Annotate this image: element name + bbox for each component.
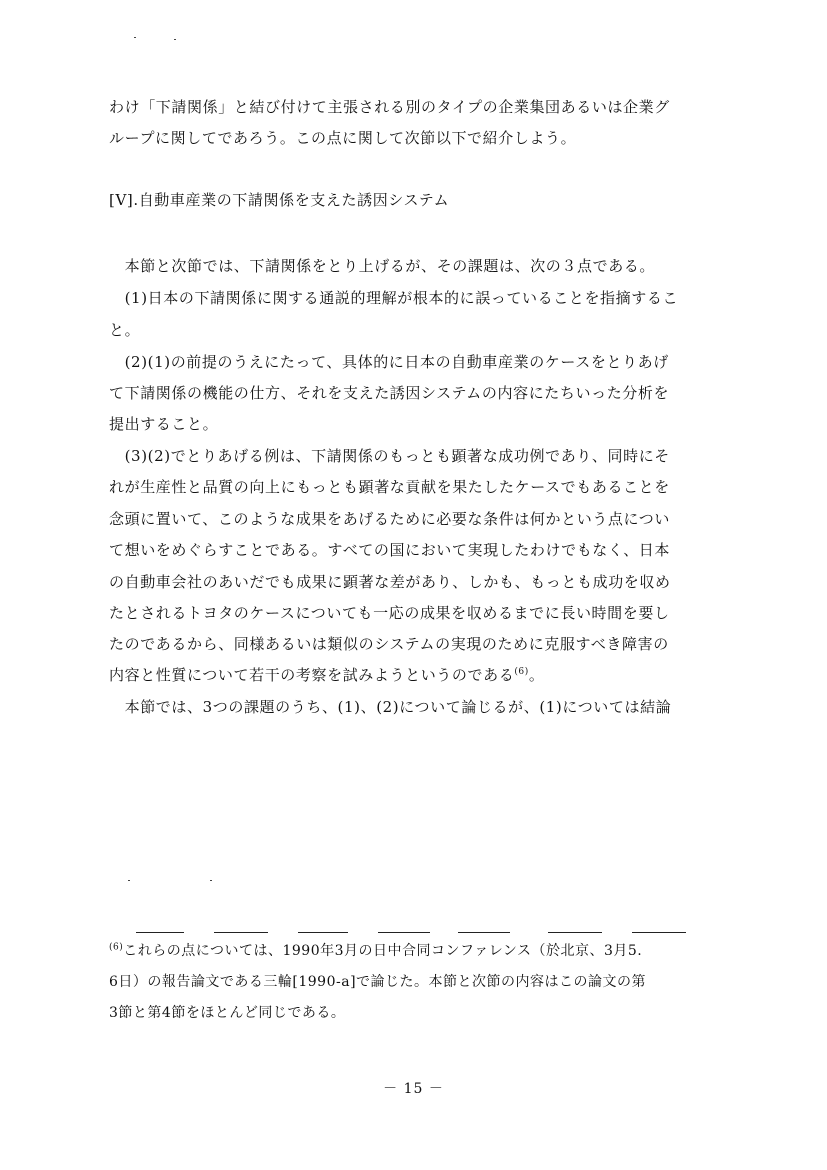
body-line-20: 本節では、3つの課題のうち、(1)、(2)について論じるが、(1)については結論: [109, 698, 672, 716]
footnote-reference: (6): [514, 667, 529, 677]
body-line-19: [109, 665, 709, 685]
body-line-16: の自動車会社のあいだでも成果に顕著な差があり、しかも、もっとも成功を収め: [109, 573, 671, 591]
section-heading: [V].自動車産業の下請関係を支えた誘因システム: [109, 191, 450, 209]
body-line-10: て下請関係の機能の仕方、それを支えた誘因システムの内容にたちいった分析を: [109, 384, 670, 402]
footnote-line-2: 6日）の報告論文である三輪[1990-a]で論じた。本節と次節の内容はこの論文の第: [109, 974, 647, 990]
body-line-6: 本節と次節では、下請関係をとり上げるが、その課題は、次の３点である。: [109, 257, 656, 275]
body-line-12: (3)(2)でとりあげる例は、下請関係のもっとも顕著な成功例であり、同時にそ: [109, 447, 670, 465]
footnote-line-1: [109, 942, 709, 960]
body-line-19-text: 内容と性質について若干の考察を試みようというのである: [109, 666, 515, 684]
body-line-9: (2)(1)の前提のうえにたって、具体的に日本の自動車産業のケースをとりあげ: [109, 353, 669, 371]
body-line-2: ループに関してであろう。この点に関して次節以下で紹介しよう。: [109, 129, 577, 147]
scan-speck: [174, 39, 176, 40]
body-line-19-period: 。: [528, 666, 545, 684]
footnote-marker: (6): [109, 942, 124, 953]
footnote-line-1-text: これらの点については、1990年3月の日中合同コンファレンス（於北京、3月5.: [123, 943, 643, 959]
footnote-line-3: 3節と第4節をほとんど同じである。: [109, 1005, 346, 1021]
body-line-7: (1)日本の下請関係に関する通説的理解が根本的に誤っていることを指摘するこ: [109, 289, 679, 307]
page-number: － 15 －: [383, 1081, 444, 1097]
body-line-11: 提出すること。: [109, 415, 219, 433]
scan-speck: [134, 37, 136, 38]
body-line-15: て想いをめぐらすことである。すべての国において実現したわけでもなく、日本: [109, 541, 671, 559]
scan-speck: [128, 880, 130, 881]
scan-speck: [210, 880, 212, 881]
body-line-13: れが生産性と品質の向上にもっとも顕著な貢献を果たしたケースでもあることを: [109, 478, 670, 496]
body-line-8: と。: [109, 321, 141, 339]
body-line-18: たのであるから、同様あるいは類似のシステムの実現のために克服すべき障害の: [109, 635, 669, 653]
body-line-1: わけ「下請関係」と結び付けて主張される別のタイプの企業集団あるいは企業グ: [109, 98, 670, 116]
body-line-14: 念頭に置いて、このような成果をあげるために必要な条件は何かという点につい: [109, 510, 671, 528]
body-line-17: たとされるトヨタのケースについても一応の成果を収めるまでに長い時間を要し: [109, 604, 670, 622]
